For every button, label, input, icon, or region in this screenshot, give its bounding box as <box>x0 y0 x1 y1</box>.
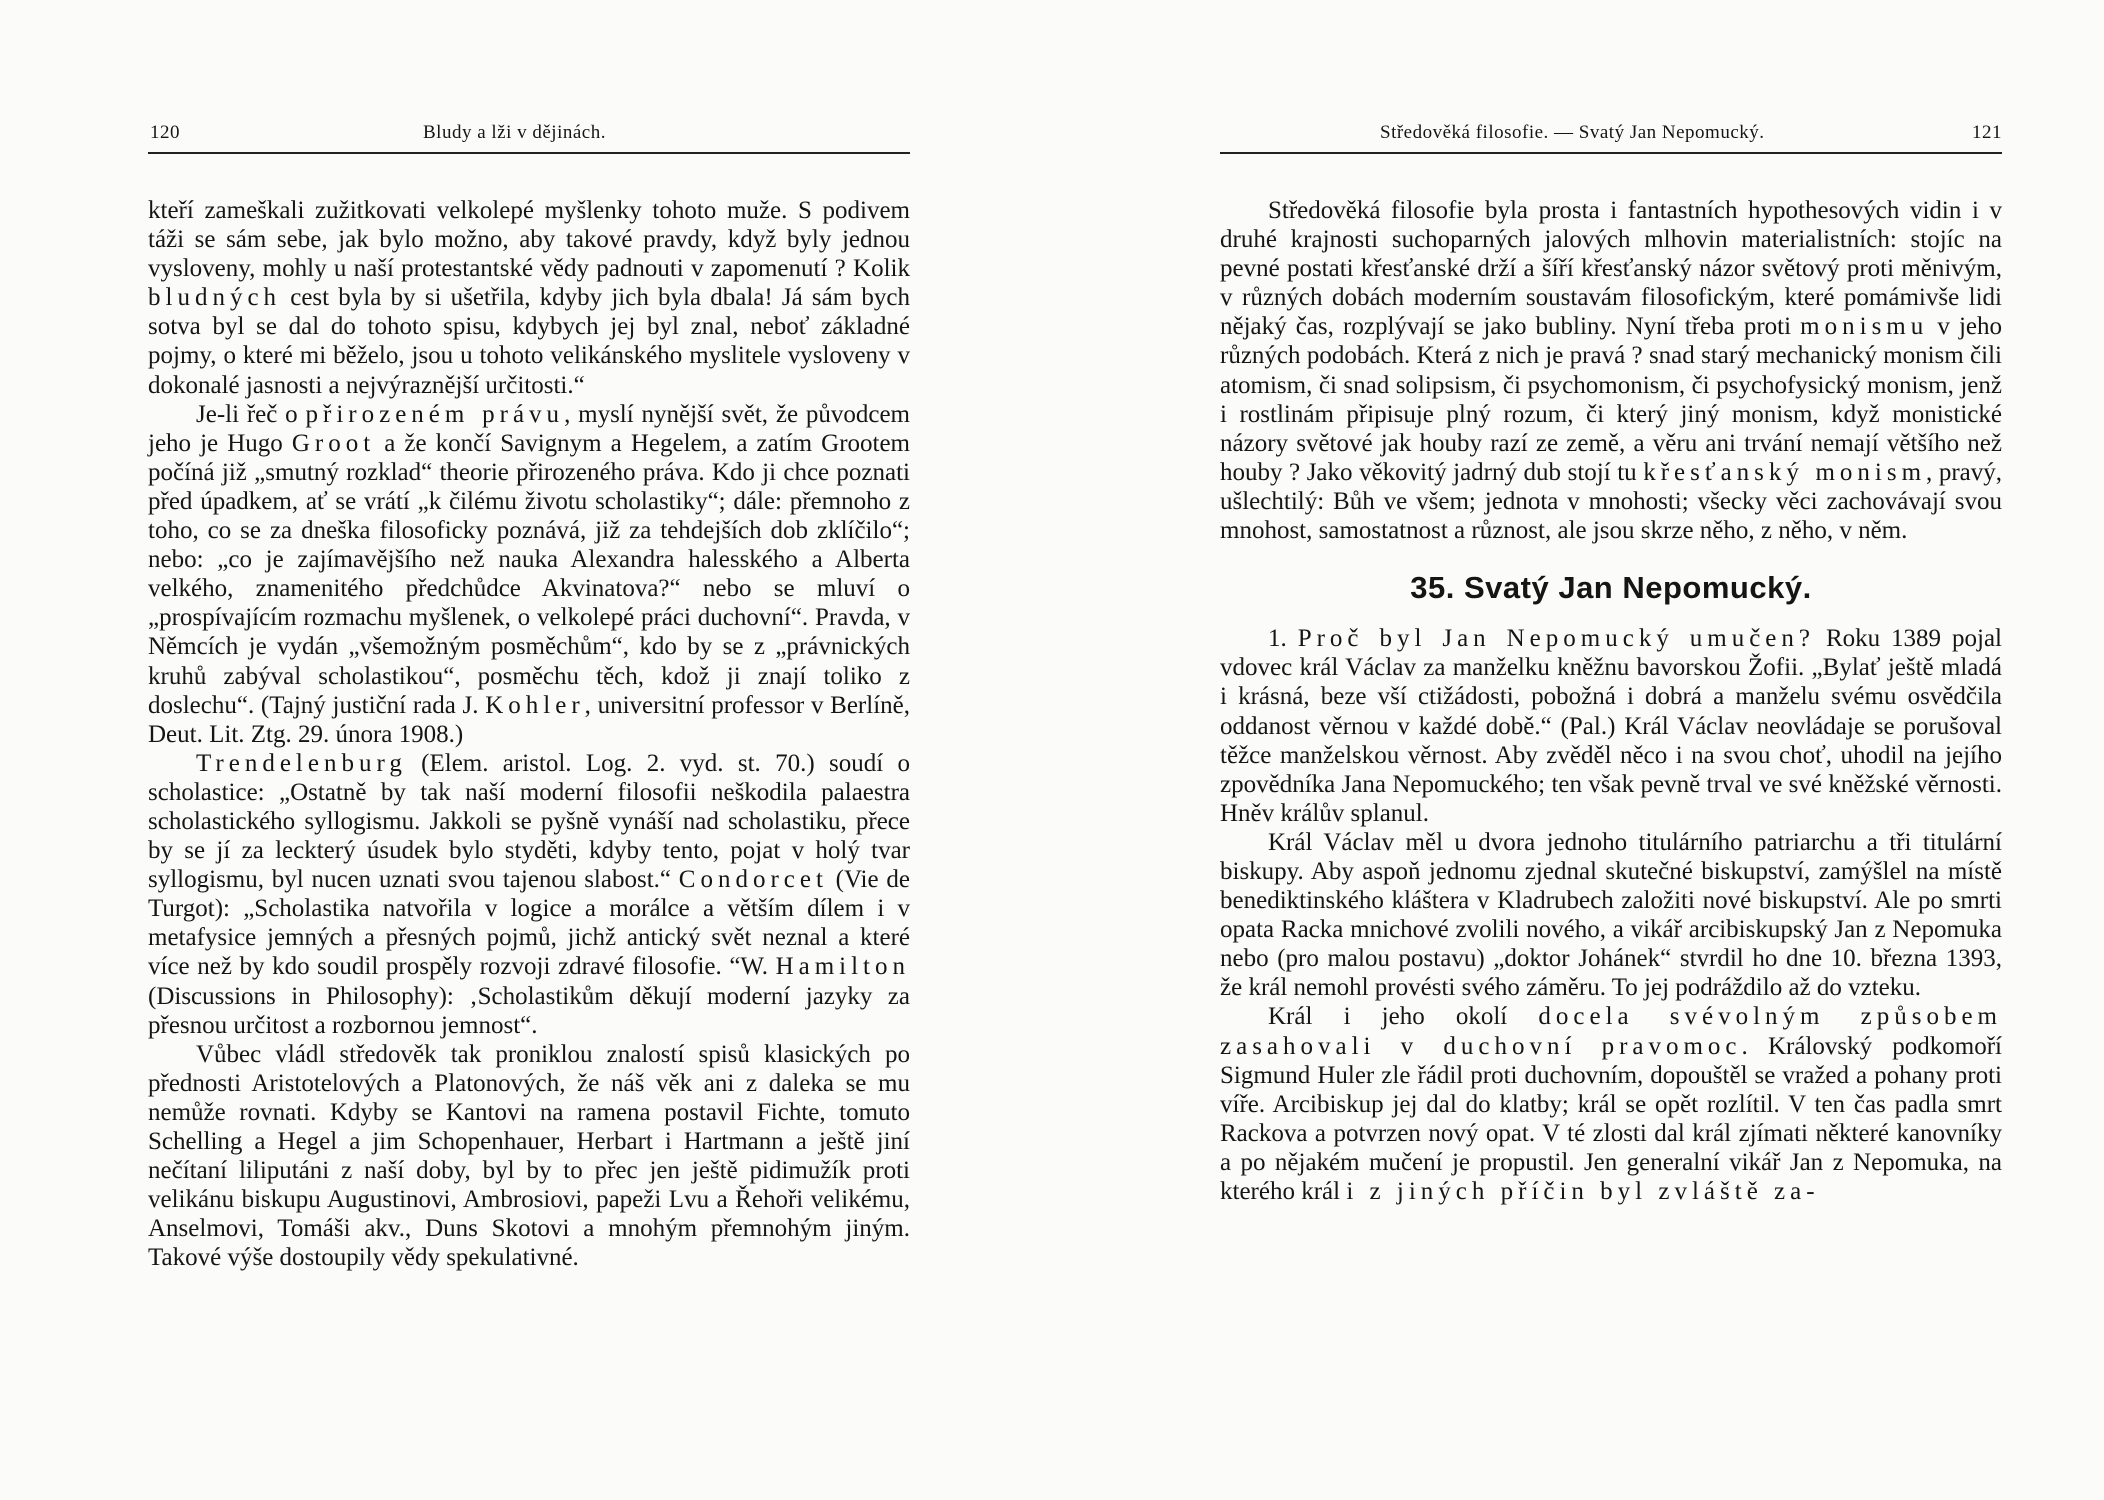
text-run: Roku 1389 pojal vdovec král Václav za manželku kněžnu bavorskou Žofii. „Bylať ještě mladá i krásná, beze vší ctižádosti, pobožná i dobrá a manželu svému osvědčila oddanost věrnou v každé době.“ (Pal.) Král Václav neovládaje se porušoval těžce manželskou věrnost. Aby zvěděl něco i na svou choť, uhodil na jejího zpovědníka Jana Nepomuckého; ten však pevně trval ve své kněžské věrnosti. Hněv králův splanul. <box>1220 625 2002 827</box>
paragraph <box>148 196 910 400</box>
right-bottom-section <box>1220 624 2002 1206</box>
paragraph <box>1220 828 2002 1003</box>
text-run: 1. <box>1268 625 1298 653</box>
spaced-emphasis-text: Groot <box>291 429 376 457</box>
right-page <box>1052 0 2104 1500</box>
text-run: , myslí nynější svět, že původcem jeho je Hugo <box>148 400 910 457</box>
text-run: (Elem. aristol. Log. 2. vyd. st. 70.) soudí o scholastice: „Ostatně by tak naší moderní filosofii neškodila palaestra scholastického syllogismu. Jakkoli se pyšně vynáší nad scholastiku, přece by se jí za leckterý úsudek bylo styděti, kdyby tento, pojat v holý tvar syllogismu, byl nucen uznati svou tajenou slabost.“ <box>148 749 910 894</box>
right-page-header <box>1220 122 2002 152</box>
paragraph <box>1220 1002 2002 1206</box>
left-page-body <box>148 196 910 1272</box>
text-run: Vůbec vládl středověk tak proniklou znalostí spisů klasických po přednosti Aristotelových a Platonových, že náš věk ani z daleka se mu nemůže rovnati. Kdyby se Kantovi na ramena postavil Fichte, tomuto Schelling a Hegel a jim Schopenhauer, Herbart i Hartmann a ještě jiní nečítaní liliputáni z naší doby, byl by to přec jen ještě pidimužík proti velikánu biskupu Augustinovi, Ambrosiovi, papeži Lvu a Řehoři velikému, Anselmovi, Tomáši akv., Duns Skotovi a mnohým přemnohým jiným. Takové výše dostoupily vědy spekulativné. <box>148 1040 910 1272</box>
text-run: Středověká filosofie byla prosta i fantastních hypothesových vidin i v druhé krajnosti suchoparných jalových mlhovin materialistních: stojíc na pevné postati křesťanské drží a šíří křesťanský názor světový proti měnivým, v různých dobách moderním soustavám filosofickým, které pomámivše lidi nějaký čas, rozplývají se jako bubliny. Nyní třeba proti <box>1220 197 2002 341</box>
text-run: . Královský podkomoří Sigmund Huler zle řádil proti duchovním, dopouštěl se vražed a pohany proti víře. Arcibiskup jej dal do klatby; král se opět rozlítil. V ten čas padla smrt Rackova a potvrzen nový opat. V té zlosti dal král zjímati některé kanovníky a po nějakém mučení je propustil. Jen generalní vikář Jan z Nepomuka, na kterého král <box>1220 1032 2002 1205</box>
right-header-rule <box>1220 152 2002 154</box>
paragraph <box>148 400 910 749</box>
text-run: (Vie de Turgot): „Scholastika natvořila v logice a morálce a větším dílem i v metafysice jemných a přesných pojmů, jichž antický svět neznal a které více než by kdo soudil prospěly rozvoji zdravé filosofie. “W. <box>148 866 910 981</box>
spaced-emphasis-text: bludných <box>148 284 282 312</box>
text-run: cest byla by si ušetřila, kdyby jich byla dbala! Já sám bych sotva byl se dal do tohoto spisu, kdybych jej byl znal, neboť základné pojmy, o které mi běželo, jsou u tohoto velikánského myslitele vysloveny v dokonalé jasnosti a nejvýraznější určitosti.“ <box>148 284 910 399</box>
spaced-emphasis-text: monismu <box>1800 313 1929 341</box>
spaced-emphasis-text: docela svévolným způsobem zasahovali v duchovní pravomoc <box>1220 1003 2002 1060</box>
right-top-section <box>1220 196 2002 545</box>
left-page-header <box>148 122 910 152</box>
spaced-emphasis-text: i z jiných příčin byl zvláště za- <box>1346 1178 1820 1205</box>
spaced-emphasis-text: křesťanský monism <box>1643 458 1927 486</box>
left-page-number: 120 <box>150 122 180 143</box>
text-run: a že končí Savignym a Hegelem, a zatím Grootem počíná již „smutný rozklad“ theorie přirozeného práva. Kdo ji chce poznati před úpadkem, ať se vrátí „k čilému životu scholastiky“; dále: přemnoho z toho, co se za dneška filosoficky poznává, již za tehdejších dob zklíčilo“; nebo: „co je zajímavějšího než nauka Alexandra halesského a Alberta velkého, znamenitého předchůdce Akvinatova?“ nebo se mluví o „prospívajícím rozmachu myšlenek, o velkolepé práci duchovní“. Pravda, v Němcích je vydán „všemožným posměchům“, kdo by se z „právnických kruhů zabýval scholastikou“, posměchu těch, kdož ji znají toliko z doslechu“. (Tajný justiční rada J. <box>148 429 911 719</box>
paragraph <box>1220 196 2002 545</box>
text-run: , universitní professor v Berlíně, Deut. Lit. Ztg. 29. února 1908.) <box>148 691 910 748</box>
chapter-heading: 35. Svatý Jan Nepomucký. <box>1410 570 1812 606</box>
text-run: , pravý, ušlechtilý: Bůh ve všem; jednota v mnohosti; všecky věci zachovávají svou mnohost, samostatnost a různost, ale jsou skrze něho, z něho, v něm. <box>1220 458 2002 545</box>
spaced-emphasis-text: přirozeném právu <box>305 400 565 428</box>
paragraph <box>1220 624 2002 828</box>
right-page-body <box>1220 196 2002 1206</box>
spaced-emphasis-text: Kohler <box>485 691 585 719</box>
paragraph <box>148 1040 910 1273</box>
left-header-rule <box>148 152 910 154</box>
text-run: Král i jeho okolí <box>1268 1003 1539 1031</box>
text-run: kteří zameškali zužitkovati velkolepé myšlenky tohoto muže. S podivem táži se sám sebe, jak bylo možno, aby takové pravdy, když byly jednou vysloveny, mohly u naší protestantské vědy padnouti v zapomenutí ? Kolik <box>148 197 910 283</box>
text-run: Král Václav měl u dvora jednoho titulárního patriarchu a tři titulární biskupy. Aby aspoň jednomu zjednal skutečné biskupství, zamýšlel na místě benediktinského kláštera v Kladrubech založiti nové biskupství. Ale po smrti opata Racka mnichové zvolili nového, a vikář arcibiskupský Jan z Nepomuka nebo (pro malou postavu) „doktor Johánek“ stvrdil ho dne 10. března 1393, že král nemohl provésti svého záměru. To jej podráždilo až do vzteku. <box>1220 828 2002 1002</box>
right-running-head: Středověká filosofie. — Svatý Jan Nepomucký. <box>1380 122 1765 143</box>
spaced-emphasis-text: Condorcet <box>678 866 828 894</box>
text-run: v jeho různých podobách. Která z nich je pravá ? snad starý mechanický monism čili atomism, či snad solipsism, či psychomonism, či psychofysický monism, jenž i rostlinám připisuje plný rozum, či který jiný monism, když monistické názory světové jak houby razí ze země, a věru ani trvání nemají většího než houby ? Jako věkovitý jadrný dub stojí tu <box>1220 313 2002 486</box>
spaced-emphasis-text: Hamilton <box>775 953 910 981</box>
left-running-head: Bludy a lži v dějinách. <box>423 122 606 143</box>
text-run: (Discussions in Philosophy): ‚Scholastikům děkují moderní jazyky za přesnou určitost a rozbornou jemnost“. <box>148 982 910 1039</box>
right-page-number: 121 <box>1972 122 2002 143</box>
text-run: Je-li řeč o <box>196 400 306 428</box>
paragraph <box>148 749 910 1040</box>
spaced-emphasis-text: Trendelenburg <box>196 749 407 777</box>
spaced-emphasis-text: Proč byl Jan Nepomucký umučen? <box>1297 625 1815 653</box>
